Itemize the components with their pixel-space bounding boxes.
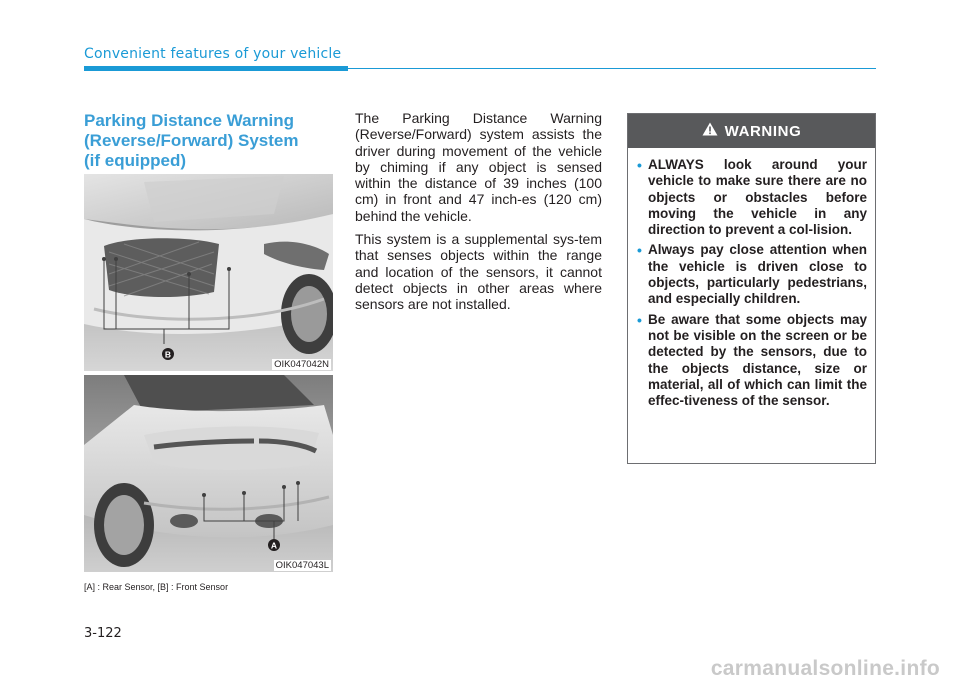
front-car-image [84,174,333,371]
body-paragraph: The Parking Distance Warning (Reverse/Forward) system assists the driver during movement of the vehicle by chiming if any object is sensed within the distance of 39 inches (100 cm) in front and 47 inch-es (120 cm) behind the vehicle. [355,110,602,224]
section-heading [84,111,344,171]
warning-triangle-icon [702,122,718,140]
front-sensor-illustration [84,174,333,371]
rear-car-image [84,375,333,572]
header-accent-bar [84,66,348,71]
rear-sensor-illustration [84,375,333,572]
warning-item-text: Always pay close attention when the vehicle is driven close to objects, particularly pedestrians, and especially children. [648,242,867,307]
warning-title: WARNING [724,122,802,140]
warning-item-text: Be aware that some objects may not be visible on the screen or be detected by the sensors, due to the objects distance, size or material, all of which can limit the effec-tiveness of the sensor. [648,311,867,409]
watermark: carmanualsonline.info [710,657,940,680]
header-title: Convenient features of your vehicle [84,46,342,62]
page-number: 3-122 [84,626,122,641]
warning-box [627,113,876,464]
bullet-icon: • [637,311,642,328]
warning-item [638,242,867,307]
front-image-code: OIK047042N [274,359,329,370]
warning-item-text: ALWAYS look around your vehicle to make sure there are no objects or obstacles before moving the vehicle in any direction to prevent a col-lision. [648,157,867,238]
section-heading-line: Parking Distance Warning [84,111,295,130]
section-heading-line: (Reverse/Forward) System [84,131,299,150]
bullet-icon: • [637,242,642,259]
warning-list [628,148,875,409]
body-paragraph: This system is a supplemental sys-tem that senses objects within the range and location of the sensors, it cannot detect objects in other areas where sensors are not installed. [355,231,602,313]
header-divider [348,68,876,69]
body-text [355,110,602,320]
rear-sensor-marker: A [270,540,278,551]
bullet-icon: • [637,157,642,173]
warning-item [638,157,867,238]
rear-image-code: OIK047043L [275,560,329,571]
warning-header [628,114,875,148]
warning-item [638,312,867,410]
section-heading-line: (if equipped) [84,151,186,170]
figure-caption: [A] : Rear Sensor, [B] : Front Sensor [84,582,229,592]
front-sensor-marker: B [164,349,172,360]
